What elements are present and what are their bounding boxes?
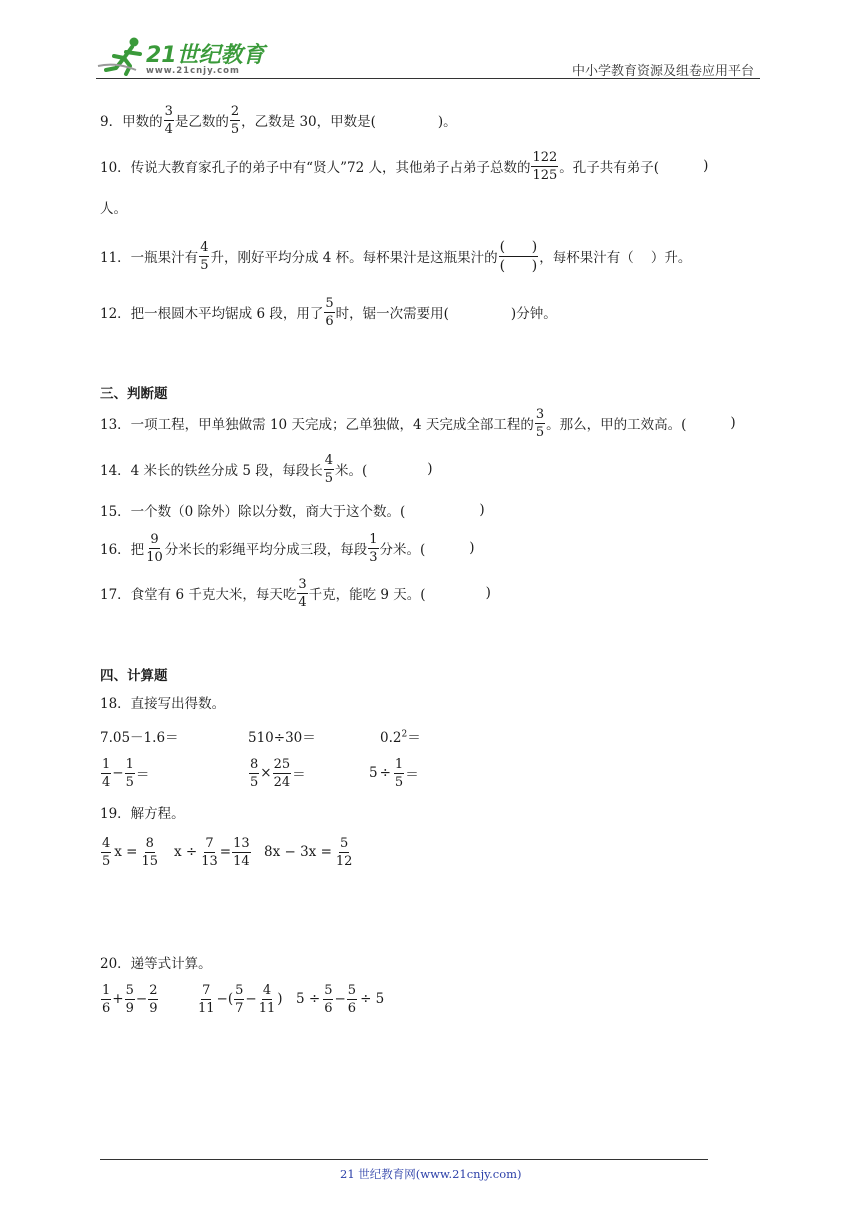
numerator: 8 [145,835,154,851]
fraction [323,984,333,1015]
denominator: 5 [535,424,545,440]
denominator: 14 [233,853,250,869]
numerator: 7 [202,982,211,998]
q13-text-c: ) [730,415,736,431]
denominator: 5 [125,774,134,790]
operand: ÷ 5 [360,991,385,1007]
fraction [535,408,545,439]
numerator: 2 [230,103,240,119]
denominator: 6 [324,1000,333,1016]
equals: ＝ [405,767,419,783]
fraction [249,758,259,789]
numerator: 4 [200,239,209,255]
fraction [258,984,277,1015]
q18-title: 18．直接写出得数。 [100,696,226,712]
denominator: 9 [149,1000,158,1016]
numerator: 3 [535,406,545,422]
equation-prefix: 8x − 3x = [264,844,332,860]
equals: ＝ [407,730,421,746]
q19-equation-1 [100,834,160,870]
denominator: 6 [347,1000,357,1016]
q13-text-b: 。那么，甲的工效高。( [546,417,687,433]
q11-text-b: 升，刚好平均分成 4 杯。每杯果汁是这瓶果汁的 [210,250,498,266]
q16-text-d: ) [469,540,475,556]
q15-text-a: 15．一个数（0 除外）除以分数，商大于这个数。( [100,504,406,520]
fraction [230,105,240,136]
denominator: 6 [325,313,334,329]
operator: − [135,991,148,1007]
q18-expr-3 [380,726,421,746]
logo-main-text: 21世纪教育 [146,43,265,68]
denominator: 12 [335,853,353,869]
numerator: 9 [150,531,159,547]
q16-text-a: 16．把 [100,542,145,558]
fraction [101,837,111,868]
fraction [145,533,164,564]
fraction [141,837,160,868]
q10-text-b: 。孔子共有弟子( [559,160,660,176]
question-11 [100,236,691,276]
q9-text-b: 是乙数的 [174,114,229,130]
equals: = [219,844,232,860]
denominator: 10 [146,549,163,565]
numerator: 1 [394,756,404,772]
equals: ＝ [292,767,306,783]
section-4-title: 四、计算题 [100,668,168,684]
question-15 [100,496,485,524]
q16-text-b: 分米长的彩绳平均分成三段，每段 [164,542,368,558]
denominator: 5 [200,257,209,273]
numerator: 5 [324,982,333,998]
equation-middle: x = [114,844,138,860]
denominator: 11 [198,1000,215,1016]
q19-equation-2 [174,834,252,870]
numerator: 5 [325,295,334,311]
operator: − [334,991,346,1007]
q9-text-d: )。 [437,114,457,130]
close-paren: ) [277,991,283,1007]
fraction [199,241,209,272]
numerator: 1 [125,756,134,772]
question-16 [100,531,475,565]
denominator: 24 [273,774,291,790]
q17-text-b: 千克，能吃 9 天。( [308,587,426,603]
header-platform-text: 中小学教育资源及组卷应用平台 [572,64,755,79]
fraction [324,297,334,328]
q18-expr-5 [248,756,306,790]
denominator: 5 [102,853,111,869]
footer-text: 21 世纪教育网(www.21cnjy.com) [340,1167,522,1181]
q12-text-a: 12．把一根圆木平均锯成 6 段，用了 [100,306,324,322]
denominator: 11 [258,1000,276,1016]
operator: − [245,991,257,1007]
numerator: 13 [233,835,250,851]
numerator-blank[interactable]: ( ) [499,238,538,255]
q12-text-b: 时，锯一次需要用( [335,306,449,322]
operator: × [260,765,272,781]
fraction [347,984,357,1015]
q20-title: 20．递等式计算。 [100,956,212,972]
q20-expression-1 [100,981,159,1017]
numerator: 3 [298,576,307,592]
numerator: 2 [149,982,158,998]
numerator: 1 [102,756,111,772]
denominator: 4 [298,594,307,610]
q19-title: 19．解方程。 [100,806,185,822]
fraction [531,151,558,182]
numerator: 1 [102,982,111,998]
operand: 5 ÷ [296,991,321,1007]
fraction [125,984,135,1015]
q9-text-c: ，乙数是 30，甲数是( [241,114,376,130]
denominator-blank[interactable]: ( ) [499,257,538,274]
denominator: 15 [141,853,159,869]
question-14 [100,452,433,486]
denominator: 7 [235,1000,244,1016]
q10-text-c: ) [703,158,709,174]
question-12 [100,295,557,329]
q11-text-c: ，每杯果汁有（ ）升。 [539,250,692,266]
base: 0.2 [380,730,402,746]
fraction [335,837,354,868]
denominator: 4 [102,774,111,790]
operator: − [112,765,124,781]
fraction [234,984,244,1015]
q18-expr-4 [100,756,149,790]
q18-expr-6 [369,756,419,790]
exponent: 2 [401,729,408,740]
answer-fraction-blank[interactable] [499,240,539,273]
numerator: 4 [262,982,272,998]
numerator: 122 [532,149,558,165]
numerator: 3 [164,103,173,119]
numerator: 5 [347,982,357,998]
fraction [232,837,251,868]
q14-text-b: 米。( [335,463,368,479]
denominator: 5 [324,470,334,486]
q12-text-c: )分钟。 [510,306,557,322]
numerator: 25 [273,756,291,772]
operator: + [112,991,124,1007]
q15-text-c: ) [479,502,485,518]
fraction [394,758,404,789]
section-3-title: 三、判断题 [100,386,168,402]
numerator: 5 [340,835,349,851]
q18-expr-2: 510÷30＝ [248,730,316,746]
numerator: 7 [205,835,214,851]
denominator: 5 [250,774,259,790]
q18-expr-1: 7.05－1.6＝ [100,730,179,746]
fraction [297,578,307,609]
fraction [101,984,111,1015]
denominator: 125 [532,167,558,183]
fraction [368,533,378,564]
fraction [125,758,135,789]
numerator: 8 [250,756,259,772]
denominator: 4 [164,121,173,137]
denominator: 5 [230,121,240,137]
fraction [197,984,216,1015]
question-10 [100,149,708,183]
denominator: 9 [125,1000,134,1016]
q11-text-a: 11．一瓶果汁有 [100,250,199,266]
q20-expression-3 [296,981,384,1017]
denominator: 13 [201,853,218,869]
q13-text-a: 13．一项工程，甲单独做需 10 天完成；乙单独做，4 天完成全部工程的 [100,417,534,433]
fraction [148,984,158,1015]
q10-text-a: 10．传说大教育家孔子的弟子中有“贤人”72 人，其他弟子占弟子总数的 [100,160,531,176]
logo-url-text: www.21cnjy.com [146,66,240,76]
denominator: 5 [394,774,404,790]
fraction [164,105,174,136]
question-17 [100,576,491,610]
q14-text-c: ) [427,461,433,477]
q16-text-c: 分米。( [379,542,426,558]
operator: ÷ [379,765,391,781]
q10-line2: 人。 [100,201,127,217]
numerator: 4 [102,835,111,851]
q19-equation-3 [264,834,354,870]
equals: ＝ [135,767,150,783]
question-9 [100,103,457,137]
question-13 [100,406,736,440]
q20-expression-2 [196,981,283,1017]
q17-text-a: 17．食堂有 6 千克大米，每天吃 [100,587,297,603]
operand: 5 [369,765,378,781]
header-rule [96,78,760,79]
denominator: 6 [102,1000,111,1016]
fraction [200,837,219,868]
operator: −( [216,991,234,1007]
footer-rule [100,1159,708,1160]
q17-text-c: ) [485,585,491,601]
fraction [101,758,111,789]
fraction [324,454,334,485]
q14-text-a: 14．4 米长的铁丝分成 5 段，每段长 [100,463,323,479]
q9-text-a: 9．甲数的 [100,114,163,130]
numerator: 5 [125,982,134,998]
denominator: 3 [369,549,378,565]
numerator: 4 [324,452,334,468]
numerator: 5 [235,982,244,998]
equation-prefix: x ÷ [174,844,198,860]
fraction [273,758,292,789]
numerator: 1 [369,531,378,547]
